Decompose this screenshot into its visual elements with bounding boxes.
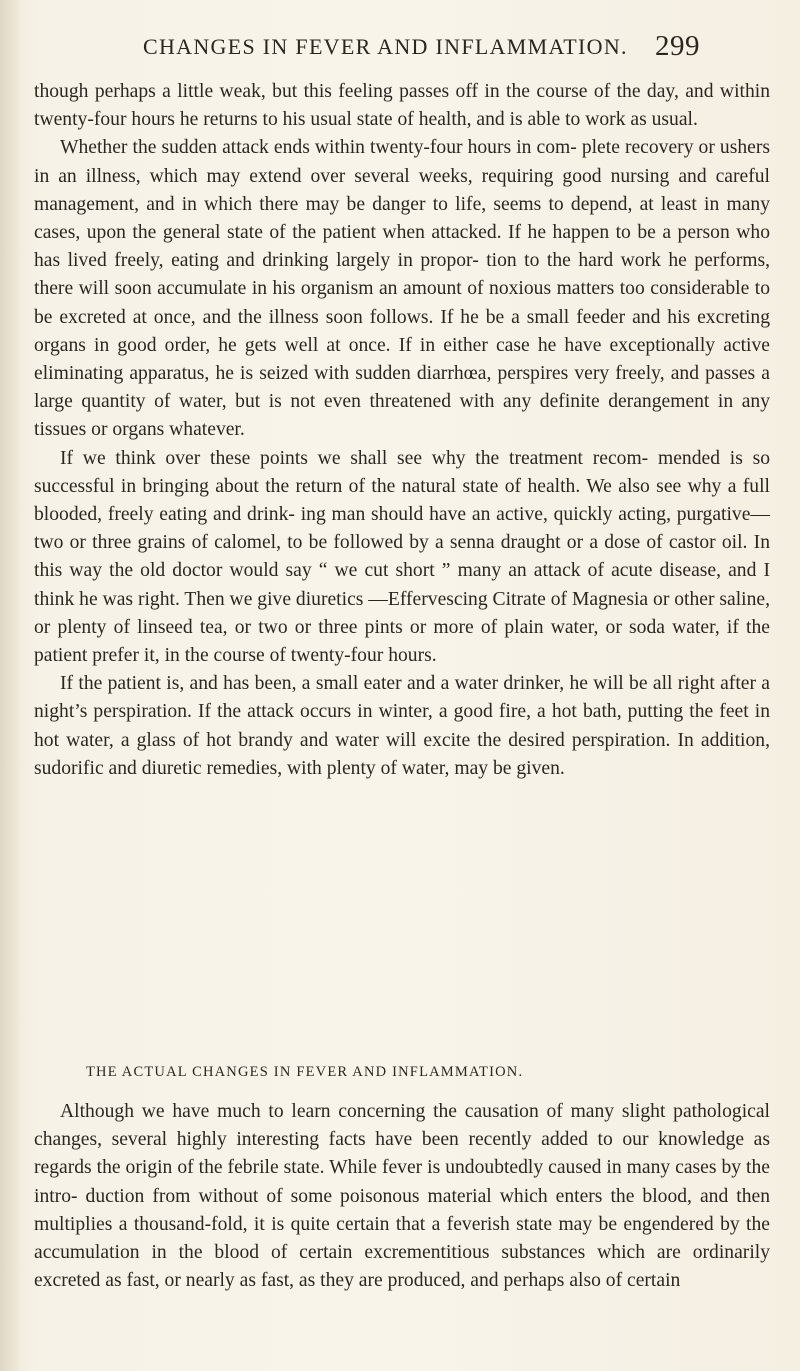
paragraph: If we think over these points we shall see why the treatment recom- mended is so successful in bringing about the return of the natural state of health. We also see why a full blooded, freely eating and drink- ing man should have an active, quickly acting, purgative—two or three grains of calomel, to be followed by a senna draught or a dose of castor oil. In this way the old doctor would say “ we cut short ” many an attack of acute disease, and I think he was right. Then we give diuretics —Effervescing Citrate of Magnesia or other saline, or plenty of linseed tea, or two or three pints or more of plain water, or soda water, if the patient prefer it, in the course of twenty-four hours. — [34, 447, 771, 667]
section-heading: THE ACTUAL CHANGES IN FEVER AND INFLAMMATION. — [86, 1064, 524, 1080]
body-text — [34, 78, 770, 783]
paragraph: If the patient is, and has been, a small eater and a water drinker, he will be all right after a night’s perspiration. If the attack occurs in winter, a good fire, a hot bath, putting the feet in hot water, a glass of hot brandy and water will excite the desired perspiration. In addition, sudorific and diuretic remedies, with plenty of water, may be given. — [34, 673, 770, 779]
page-number: 299 — [655, 30, 700, 62]
section-body-text — [34, 1098, 770, 1295]
running-title: CHANGES IN FEVER AND INFLAMMATION. — [143, 34, 628, 59]
page-gutter-shadow — [0, 0, 22, 1371]
paragraph-continued: though perhaps a little weak, but this feeling passes off in the course of the day, and within twenty-four hours he returns to his usual state of health, and is able to work as usual. — [34, 81, 770, 131]
paragraph: Whether the sudden attack ends within twenty-four hours in com- plete recovery or ushers in an illness, which may extend over several weeks, requiring good nursing and careful management, and in which there may be danger to life, seems to depend, at least in many cases, upon the general state of the patient when attacked. If he happen to be a person who has lived freely, eating and drinking largely in propor- tion to the hard work he performs, there will soon accumulate in his organism an amount of noxious matters too considerable to be excreted at once, and the illness soon follows. If he be a small feeder and his excreting organs in good order, he gets well at once. If in either case he have exceptionally active eliminating apparatus, he is seized with sudden diarrhœa, perspires very freely, and passes a large quantity of water, but is not even threatened with any definite derangement in any tissues or organs whatever. — [34, 137, 770, 441]
running-head — [0, 30, 800, 70]
paragraph: Although we have much to learn concerning the causation of many slight pathological changes, several highly interesting facts have been recently added to our knowledge as regards the origin of the febrile state. While fever is undoubtedly caused in many cases by the intro- duction from without of some poisonous material which enters the blood, and then multiplies a thousand-fold, it is quite certain that a feverish state may be engendered by the accumulation in the blood of certain excrementitious substances which are ordinarily excreted as fast, or nearly as fast, as they are produced, and perhaps also of certain — [34, 1101, 770, 1292]
